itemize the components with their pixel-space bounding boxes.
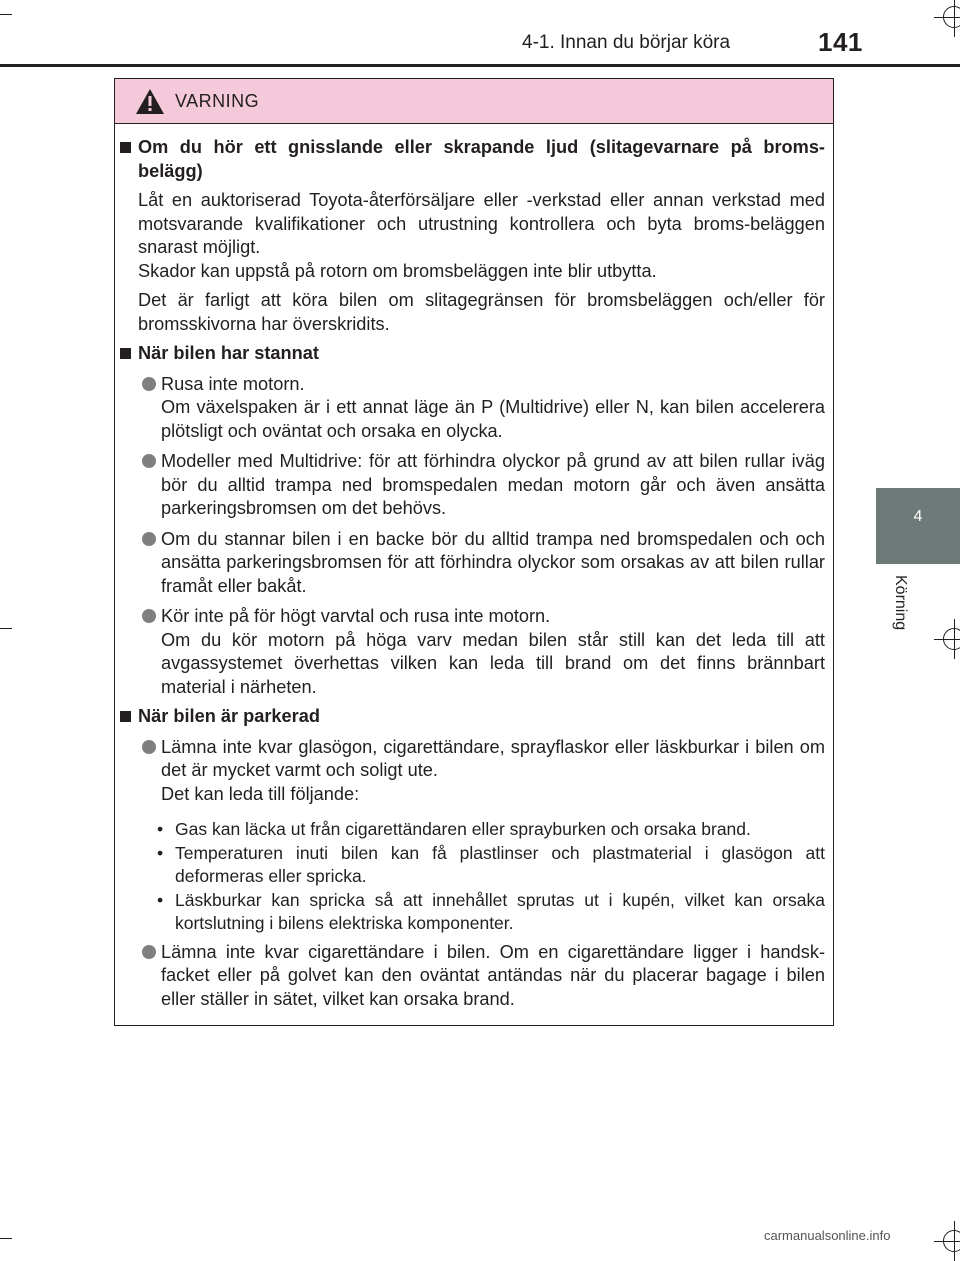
header-divider [0, 64, 960, 67]
list-item: Lämna inte kvar cigarettändare i bilen. Om en cigarettändare ligger i handsk-facket eller på golvet kan den oväntat antändas när du placerar bagage i bilen eller ställer in sätet, vilket kan orsaka brand. [138, 941, 825, 1012]
section-title: 4-1. Innan du börjar köra [522, 32, 731, 53]
sub-list-item: • Temperaturen inuti bilen kan få plastlinser och plastmaterial i glasögon att deformeras eller spricka. [157, 842, 825, 886]
sub-list-item: • Läskburkar kan spricka så att innehållet sprutas ut i kupén, vilket kan orsaka kortslutning i bilens elektriska komponenter. [157, 889, 825, 933]
paragraph: Låt en auktoriserad Toyota-återförsäljare eller -verkstad eller annan verkstad med motsvarande kvalifikationer och utrustning kontrollera och byta broms-beläggen snarast möjligt. Skador kan uppstå på rotorn om bromsbeläggen inte blir utbytta. [138, 190, 825, 281]
circle-bullet-icon [142, 454, 156, 468]
paragraph: Det är farligt att köra bilen om slitagegränsen för bromsbeläggen och/eller för bromsskivorna har överskridits. [138, 290, 825, 334]
circle-bullet-icon [142, 377, 156, 391]
crop-mark [0, 14, 12, 15]
list-item: Om du stannar bilen i en backe bör du alltid trampa ned bromspedalen och och ansätta parkeringsbromsen för att förhindra olyckor som orsakas av att bilen rullar framåt eller bakåt. [138, 528, 825, 599]
sub-list [157, 818, 825, 936]
crop-mark [0, 628, 12, 629]
list-item: Kör inte på för högt varvtal och rusa inte motorn. Om du kör motorn på höga varv medan bilen står still kan det leda till att avgassystemet överhettas vilken kan leda till brand om det finns brännbart material i närheten. [138, 605, 825, 699]
circle-bullet-icon [142, 945, 156, 959]
registration-mark-icon [943, 628, 960, 650]
section-heading: Om du hör ett gnisslande eller skrapande ljud (slitagevarnare på broms-belägg) [120, 136, 825, 183]
square-bullet-icon [120, 711, 131, 722]
warning-header [115, 79, 833, 124]
chapter-number: 4 [913, 508, 923, 525]
section-heading: När bilen är parkerad [120, 705, 825, 729]
chapter-tab [876, 488, 960, 564]
warning-box [114, 78, 834, 1026]
sub-list-item: • Gas kan läcka ut från cigarettändaren eller sprayburken och orsaka brand. [157, 819, 751, 839]
section-heading: När bilen har stannat [120, 342, 825, 366]
square-bullet-icon [120, 142, 131, 153]
chapter-name: Körning [892, 575, 909, 631]
page-number: 141 [818, 27, 863, 57]
square-bullet-icon [120, 348, 131, 359]
list-item: Modeller med Multidrive: för att förhindra olyckor på grund av att bilen rullar iväg bör du alltid trampa ned bromspedalen medan motorn går och även ansätta parkeringsbromsen om det behövs. [138, 450, 825, 521]
warning-body [115, 124, 833, 1011]
circle-bullet-icon [142, 740, 156, 754]
circle-bullet-icon [142, 532, 156, 546]
watermark: carmanualsonline.info [764, 1228, 891, 1243]
list-item: Lämna inte kvar glasögon, cigarettändare, sprayflaskor eller läskburkar i bilen om det är mycket varmt och soligt ute. Det kan leda till följande: [138, 736, 825, 807]
circle-bullet-icon [142, 609, 156, 623]
registration-mark-icon [943, 6, 960, 28]
registration-mark-icon [943, 1230, 960, 1252]
warning-triangle-icon [135, 88, 165, 115]
list-item: Rusa inte motorn. Om växelspaken är i ett annat läge än P (Multidrive) eller N, kan bilen accelerera plötsligt och oväntat och orsaka en olycka. [138, 373, 825, 444]
crop-mark [0, 1238, 12, 1239]
warning-title: VARNING [175, 90, 260, 111]
